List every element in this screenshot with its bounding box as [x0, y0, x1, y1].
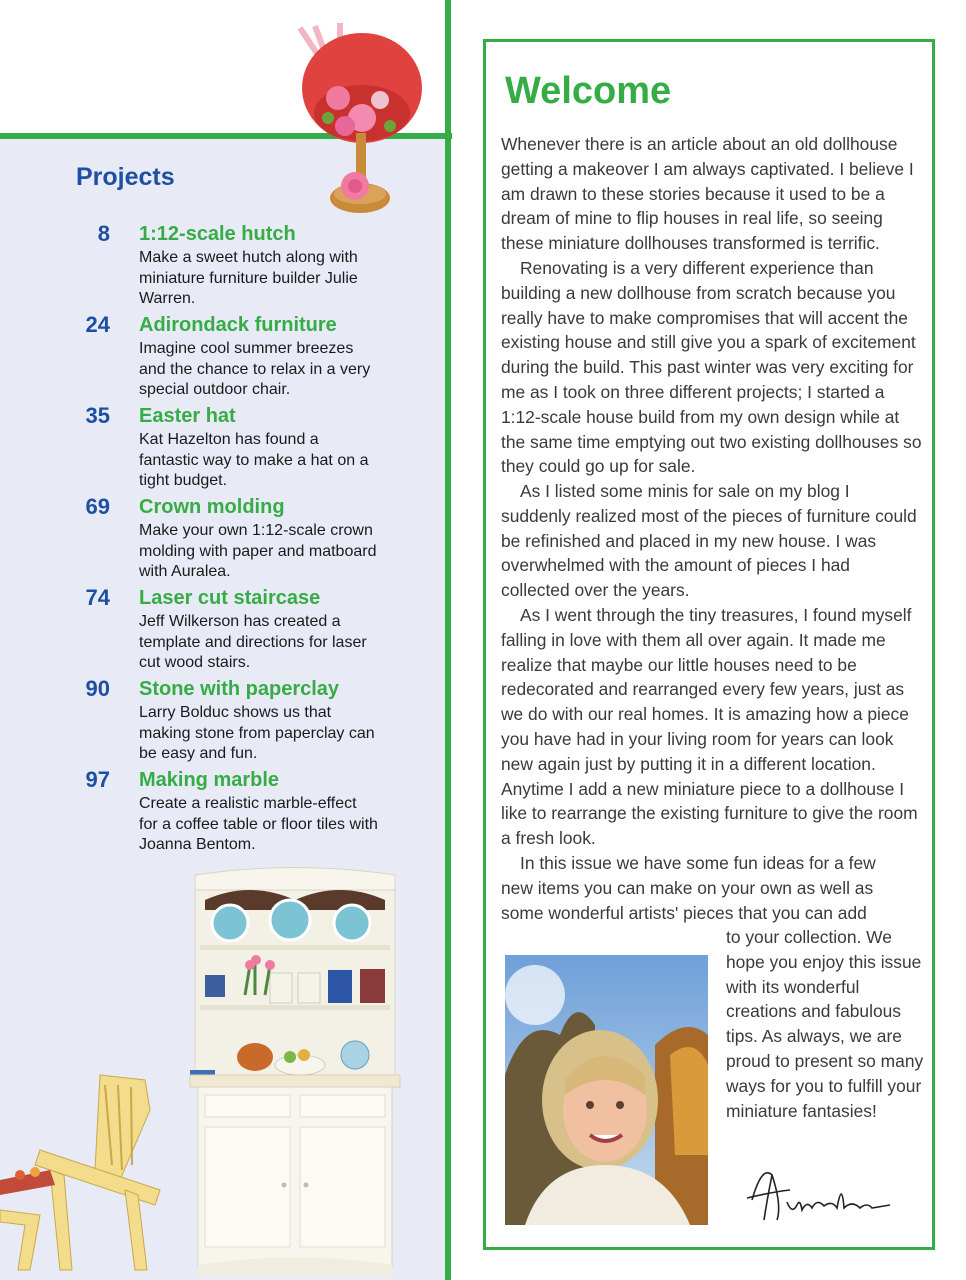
toc-item[interactable] — [0, 220, 445, 311]
toc-item[interactable] — [0, 311, 445, 402]
toc-heading: Crown molding — [139, 496, 285, 518]
green-divider-vertical — [445, 0, 451, 1280]
toc-page-number: 8 — [97, 221, 110, 246]
toc-heading: Stone with paperclay — [139, 678, 340, 700]
toc-page-number: 90 — [85, 676, 110, 701]
toc-page-number: 24 — [85, 312, 110, 337]
welcome-title: Welcome — [505, 70, 672, 112]
toc-description: Create a realistic marble-effect for a coffee table or floor tiles with Joanna Bentom. — [139, 795, 378, 853]
adirondack-chair-image — [0, 1070, 175, 1280]
editor-portrait-image — [505, 955, 708, 1225]
hutch-image — [180, 865, 410, 1280]
toc-page-number: 35 — [85, 403, 110, 428]
toc-description: Larry Bolduc shows us that making stone from paperclay can be easy and fun. — [139, 704, 375, 762]
toc-item[interactable] — [0, 402, 445, 493]
welcome-paragraph: As I listed some minis for sale on my blog I suddenly realized most of the pieces of furniture could be refinished and placed in my new house. I was overwhelmed with the amount of pieces I had collected over the years. — [501, 481, 917, 601]
toc-item[interactable] — [0, 584, 445, 675]
toc-heading: Laser cut staircase — [139, 587, 321, 609]
toc-description: Make your own 1:12-scale crown molding with paper and matboard with Auralea. — [139, 522, 377, 580]
welcome-paragraph: In this issue we have some fun ideas for a few new items you can make on your own as well as some wonderful artists' pieces that you can add — [501, 853, 876, 923]
toc-item[interactable] — [0, 493, 445, 584]
projects-title: Projects — [76, 163, 175, 191]
toc-heading: 1:12-scale hutch — [139, 223, 296, 245]
toc-item[interactable] — [0, 675, 445, 766]
toc-item[interactable] — [0, 766, 445, 857]
toc-page-number: 69 — [85, 494, 110, 519]
toc-description: Make a sweet hutch along with miniature furniture builder Julie Warren. — [139, 249, 358, 307]
toc-heading: Making marble — [139, 769, 280, 791]
toc-page-number: 97 — [85, 767, 110, 792]
welcome-paragraph-continued: to your collection. We hope you enjoy this issue with its wonderful creations and fabulous tips. As always, we are proud to present so many ways for you to fulfill your miniature fantasies! — [726, 927, 924, 1121]
signature-image — [742, 1160, 892, 1230]
easter-hat-image — [280, 18, 430, 218]
toc-heading: Easter hat — [139, 405, 236, 427]
welcome-paragraph: Renovating is a very different experience than building a new dollhouse from scratch because you really have to make compromises that will accent the existing house and still give you a spark of excitement during the build. This past winter was very exciting for me as I took on three different projects; I started a 1:12-scale house build from my own design while at the same time emptying out two existing dollhouses so they could go up for sale. — [501, 258, 922, 477]
toc-description: Kat Hazelton has found a fantastic way to make a hat on a tight budget. — [139, 431, 369, 489]
toc-heading: Adirondack furniture — [139, 314, 337, 336]
welcome-paragraph: As I went through the tiny treasures, I found myself falling in love with them all over again. It made me realize that maybe our little houses need to be redecorated and rearranged every few years, just as we do with our real homes. It is amazing how a piece you have had in your living room for years can look new again just by putting it in a different location. Anytime I add a new miniature piece to a dollhouse I like to rearrange the existing furniture to give the room a fresh look. — [501, 605, 918, 849]
table-of-contents — [0, 220, 445, 857]
toc-description: Imagine cool summer breezes and the chance to relax in a very special outdoor chair. — [139, 340, 371, 398]
toc-description: Jeff Wilkerson has created a template and directions for laser cut wood stairs. — [139, 613, 367, 671]
welcome-paragraph: Whenever there is an article about an old dollhouse getting a makeover I am always captivated. I believe I am drawn to these stories because it used to be a dream of mine to flip houses in real life, so seeing these miniature dollhouses transformed is terrific. — [501, 134, 914, 254]
toc-page-number: 74 — [85, 585, 110, 610]
